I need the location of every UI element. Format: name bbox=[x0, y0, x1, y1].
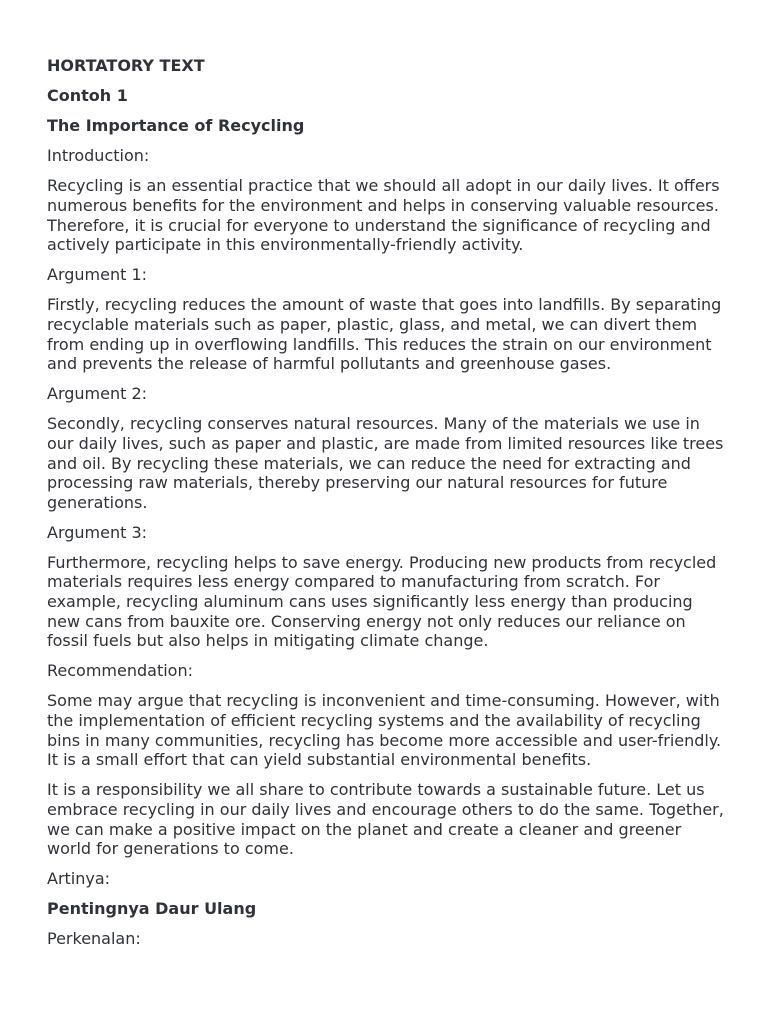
argument3-paragraph: Furthermore, recycling helps to save energy. Producing new products from recycled materials requires less energy compared to manufacturing from scratch. For example, recycling aluminum cans uses significantly less energy than producing new cans from bauxite ore. Conserving energy not only reduces our reliance on fossil fuels but also helps in mitigating climate change. bbox=[47, 552, 717, 651]
argument2-paragraph: Secondly, recycling conserves natural resources. Many of the materials we use in our daily lives, such as paper and plastic, are made from limited resources like trees and oil. By recycling these materials, we can reduce the need for extracting and processing raw materials, thereby preserving our natural resources for future generations. bbox=[47, 414, 724, 512]
document-title: The Importance of Recycling bbox=[47, 116, 305, 136]
introduction-paragraph: Recycling is an essential practice that we should all adopt in our daily lives. It offers numerous benefits for the environment and helps in conserving valuable resources. Therefore, it is crucial for everyone to understand the significance of recycling and actively participate in this environmentally-friendly activity. bbox=[47, 176, 720, 255]
argument1-paragraph: Firstly, recycling reduces the amount of waste that goes into landfills. By separating recyclable materials such as paper, plastic, glass, and metal, we can divert them from ending up in overflowing landfills. This reduces the strain on our environment and prevents the release of harmful pollutants and greenhouse gases. bbox=[47, 295, 722, 374]
argument1-label: Argument 1: bbox=[47, 265, 148, 285]
introduction-label: Introduction: bbox=[47, 146, 150, 166]
recommendation-label: Recommendation: bbox=[47, 661, 193, 681]
recommendation-paragraph: Some may argue that recycling is inconvenient and time-consuming. However, with the implementation of efficient recycling systems and the availability of recycling bins in many communities, recycling has become more accessible and user-friendly. It is a small effort that can yield substantial environmental benefits. bbox=[47, 691, 722, 770]
translation-title: Pentingnya Daur Ulang bbox=[47, 899, 257, 919]
translation-label: Artinya: bbox=[47, 869, 111, 889]
argument3-label: Argument 3: bbox=[47, 522, 148, 542]
translation-introduction-label: Perkenalan: bbox=[47, 929, 141, 949]
argument2-label: Argument 2: bbox=[47, 384, 148, 404]
example-label: Contoh 1 bbox=[47, 86, 128, 106]
document-heading: HORTATORY TEXT bbox=[47, 56, 205, 75]
closing-paragraph: It is a responsibility we all share to contribute towards a sustainable future. Let us embrace recycling in our daily lives and encourage others to do the same. Together, we can make a positive impact on the planet and create a cleaner and greener world for generations to come. bbox=[47, 780, 724, 859]
